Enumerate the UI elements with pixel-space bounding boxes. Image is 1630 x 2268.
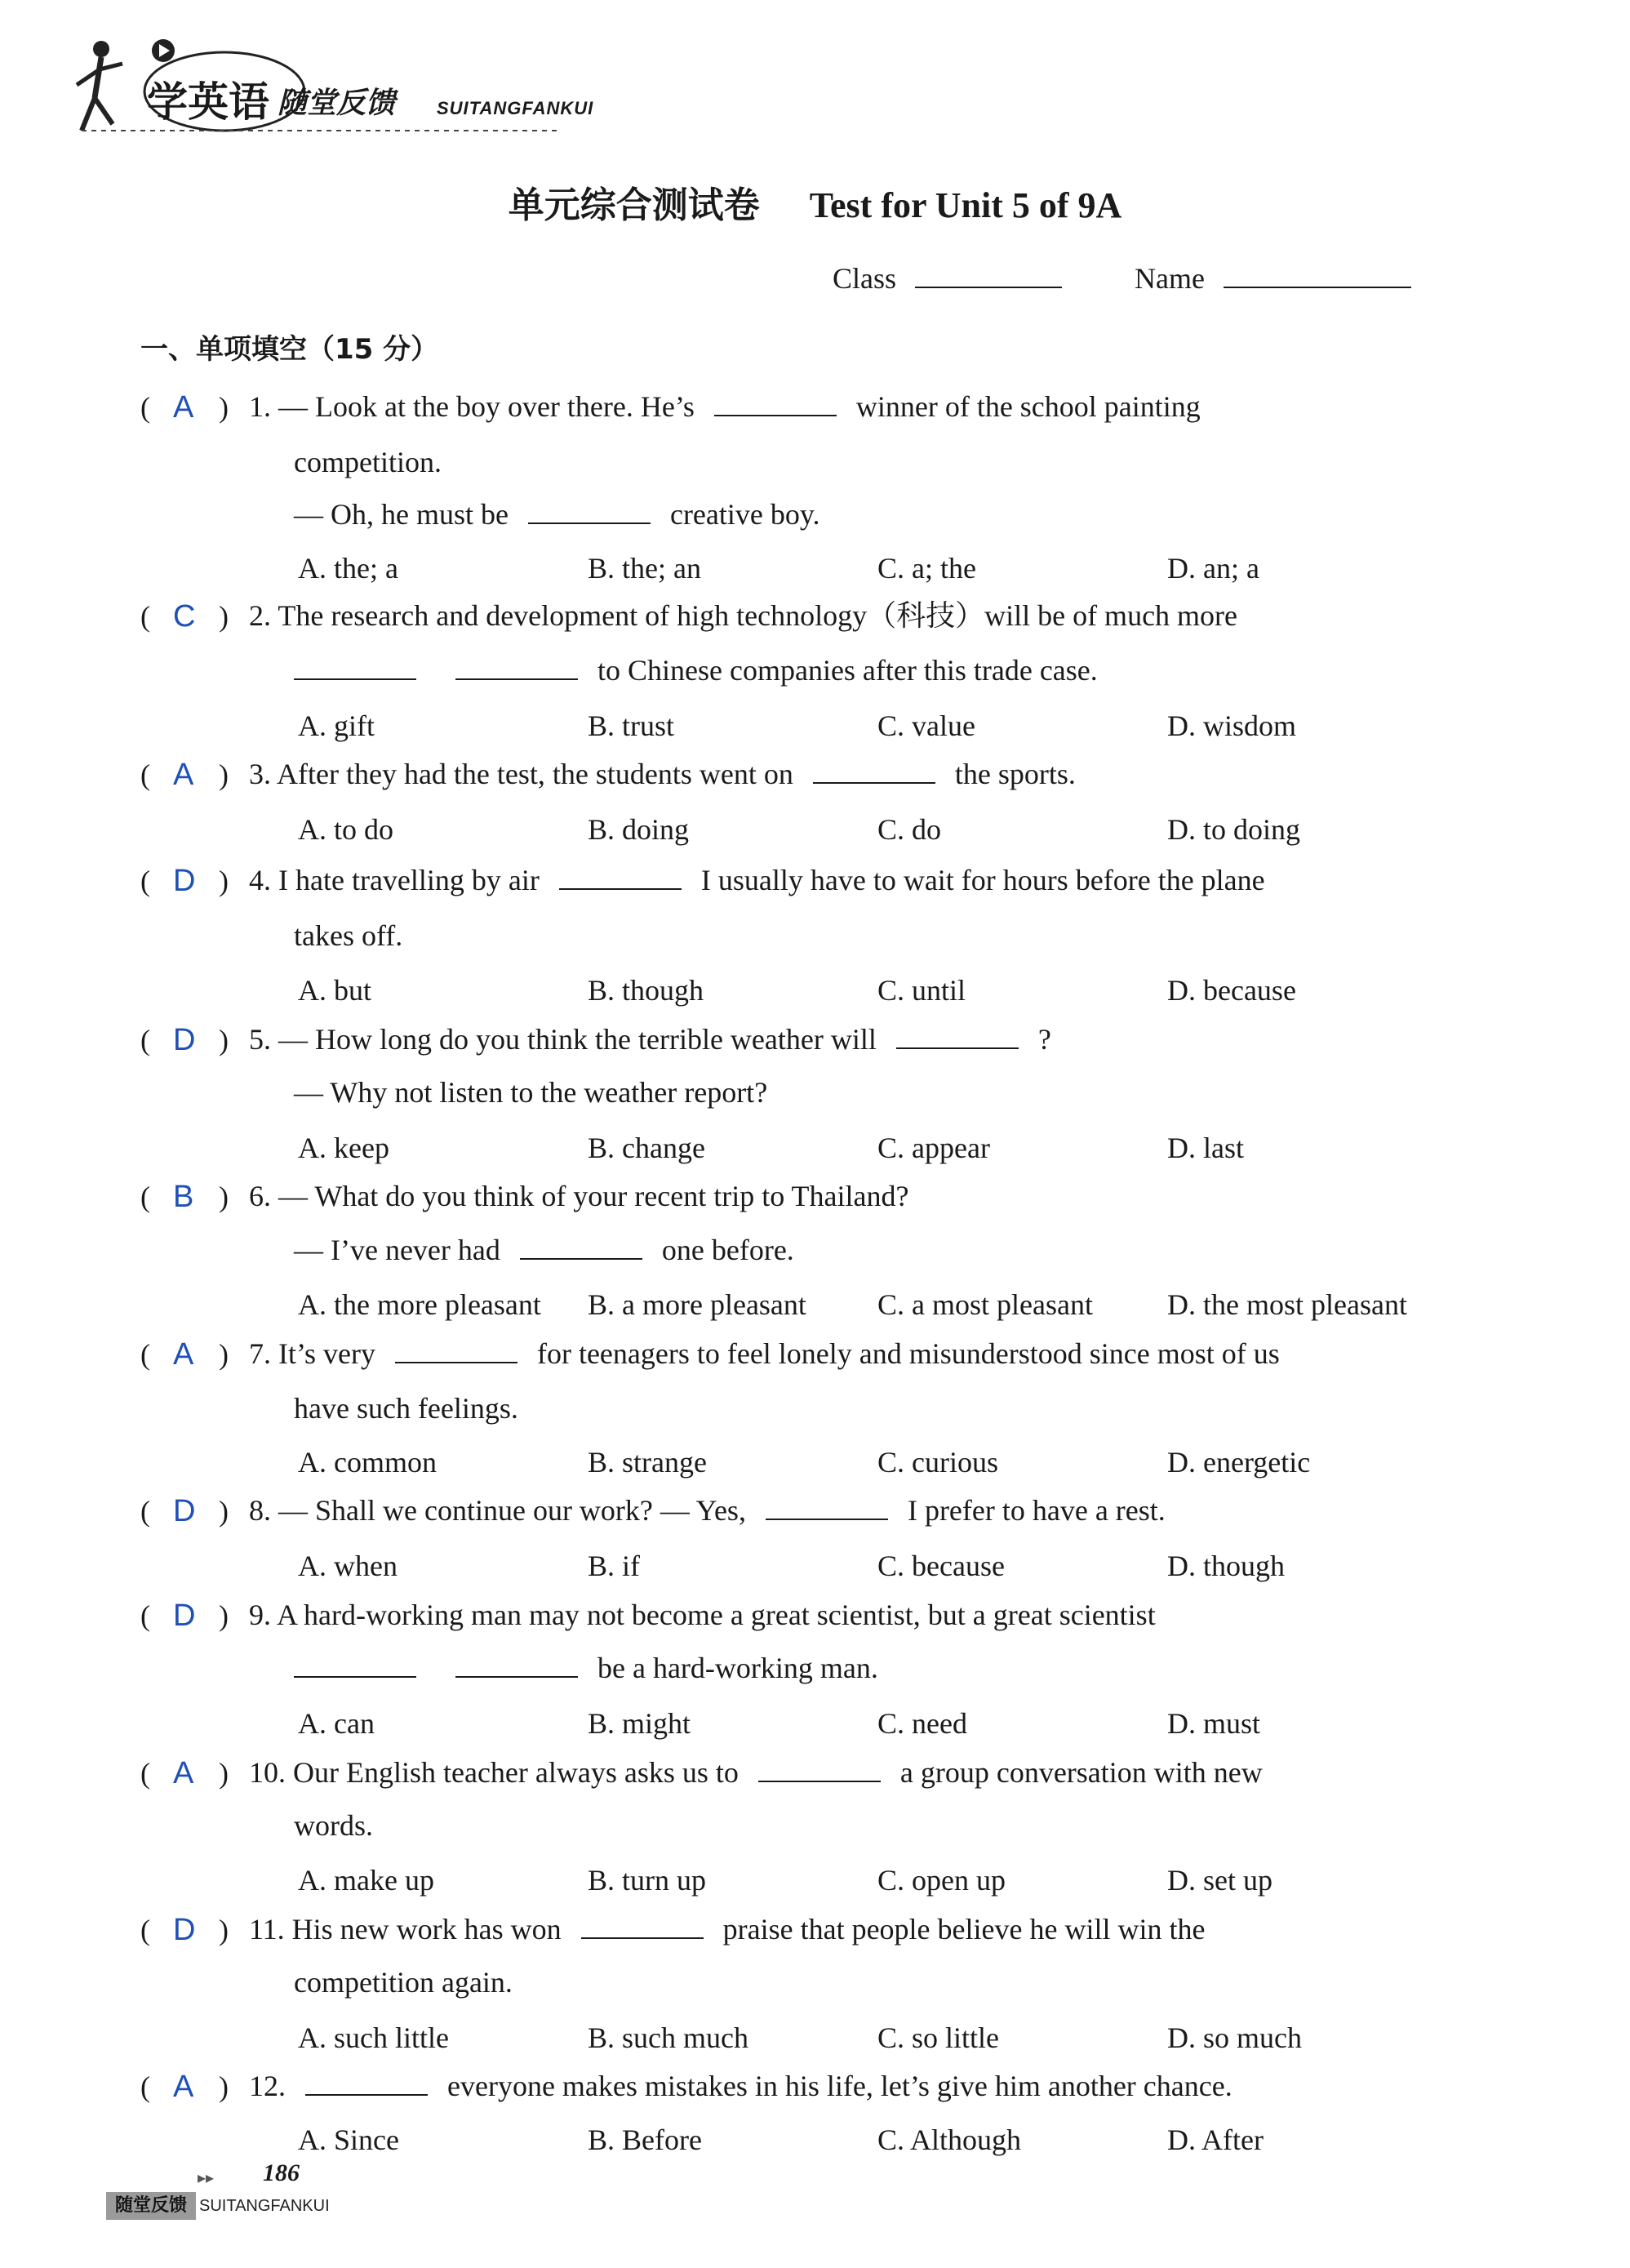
option-d[interactable]: D. the most pleasant (1167, 1288, 1407, 1321)
option-a[interactable]: A. such little (298, 2021, 449, 2054)
option-d[interactable]: D. though (1167, 1550, 1285, 1582)
option-b[interactable]: B. Before (588, 2123, 702, 2156)
question-text: be a hard-working man. (597, 1652, 878, 1684)
option-b[interactable]: B. a more pleasant (588, 1288, 806, 1321)
question-text: 1. — Look at the boy over there. He’s (249, 390, 695, 423)
option-a[interactable]: A. gift (298, 709, 375, 742)
question-text: one before. (661, 1234, 794, 1266)
option-d[interactable]: D. must (1167, 1707, 1261, 1740)
answer-blank[interactable] (528, 500, 651, 524)
answer-mark: D (173, 1494, 196, 1528)
question-text: have such feelings. (294, 1392, 518, 1425)
question-line (249, 1496, 1166, 1525)
question-text: 10. Our English teacher always asks us to (249, 1756, 739, 1789)
question-text: 11. His new work has won (249, 1913, 562, 1946)
answer-blank[interactable] (305, 2071, 428, 2096)
answer-paren-open: ( (140, 1495, 150, 1528)
option-b[interactable]: B. turn up (588, 1864, 707, 1897)
page-title (0, 176, 1630, 228)
option-d[interactable]: D. so much (1167, 2021, 1302, 2054)
section-title: 一、单项填空（15 分） (140, 333, 439, 366)
answer-paren-open: ( (140, 1338, 150, 1371)
footer-arrows-icon: ▸▸ (198, 2169, 215, 2187)
answer-blank[interactable] (294, 1653, 416, 1678)
option-d[interactable]: D. last (1167, 1132, 1244, 1164)
answer-paren-open: ( (140, 865, 150, 897)
answer-blank[interactable] (896, 1025, 1019, 1049)
option-d[interactable]: D. set up (1167, 1864, 1272, 1897)
answer-blank[interactable] (813, 759, 935, 784)
question-line (294, 1235, 794, 1265)
option-c[interactable]: C. a most pleasant (877, 1288, 1093, 1321)
answer-mark: D (173, 864, 196, 898)
option-c[interactable]: C. open up (877, 1864, 1006, 1897)
header-logo (65, 33, 637, 155)
question-line (249, 1758, 1263, 1787)
question-text: competition again. (294, 1966, 513, 1999)
answer-mark: A (173, 2070, 194, 2104)
question-text: to Chinese companies after this trade case. (597, 654, 1098, 687)
question-text: I usually have to wait for hours before the plane (700, 864, 1265, 896)
answer-blank[interactable] (559, 865, 682, 890)
question-line (249, 1025, 1051, 1054)
answer-blank[interactable] (714, 392, 837, 416)
brand-title-sub: 随堂反馈 (278, 87, 396, 120)
question-line (294, 1394, 518, 1423)
question-text: praise that people believe he will win the (722, 1913, 1206, 1946)
option-d[interactable]: D. wisdom (1167, 709, 1297, 742)
option-a[interactable]: A. common (298, 1446, 437, 1479)
option-a[interactable]: A. to do (298, 813, 393, 846)
answer-blank[interactable] (581, 1914, 704, 1939)
option-b[interactable]: B. though (588, 974, 704, 1007)
answer-blank[interactable] (395, 1339, 517, 1363)
option-a[interactable]: A. but (298, 974, 371, 1007)
question-text: 6. — What do you think of your recent trip to Thailand? (249, 1180, 909, 1212)
question-text: 9. A hard-working man may not become a great scientist, but a great scientist (249, 1599, 1156, 1631)
answer-blank[interactable] (758, 1758, 881, 1782)
footer-logo-cn: 随堂反馈 (106, 2192, 196, 2220)
question-text: 2. The research and development of high technology（科技）will be of much more (249, 599, 1238, 632)
option-a[interactable]: A. can (298, 1707, 375, 1740)
question-line (294, 1078, 767, 1107)
answer-paren-open: ( (140, 1914, 150, 1946)
answer-paren-open: ( (140, 1181, 150, 1213)
title-english: Test for Unit 5 of 9A (809, 185, 1122, 225)
question-line (294, 1811, 373, 1840)
answer-mark: D (173, 1599, 196, 1633)
option-c[interactable]: C. need (877, 1707, 967, 1740)
option-c[interactable]: C. because (877, 1550, 1005, 1582)
question-text: 5. — How long do you think the terrible weather will (249, 1023, 877, 1056)
option-b[interactable]: B. might (588, 1707, 691, 1740)
answer-paren-open: ( (140, 1757, 150, 1790)
answer-paren-close: ) (219, 1914, 229, 1946)
answer-mark: A (173, 1756, 194, 1790)
option-b[interactable]: B. change (588, 1132, 705, 1164)
question-line (249, 1181, 909, 1211)
answer-mark: A (173, 758, 194, 792)
question-text: creative boy. (669, 498, 820, 531)
option-a[interactable]: A. make up (298, 1864, 434, 1897)
option-c[interactable]: C. appear (877, 1132, 990, 1164)
answer-paren-close: ) (219, 600, 229, 633)
question-text: — Oh, he must be (294, 498, 509, 531)
answer-mark: B (173, 1180, 194, 1214)
answer-paren-close: ) (219, 391, 229, 424)
answer-paren-close: ) (219, 2070, 229, 2103)
option-d[interactable]: D. an; a (1167, 552, 1259, 585)
question-line (249, 601, 1237, 630)
answer-paren-close: ) (219, 1024, 229, 1056)
question-text: I prefer to have a rest. (907, 1494, 1166, 1527)
option-c[interactable]: C. Although (877, 2123, 1022, 2156)
answer-paren-open: ( (140, 1599, 150, 1632)
brand-title-main: 学英语 (147, 78, 269, 126)
question-line (249, 1600, 1156, 1630)
option-c[interactable]: C. do (877, 813, 942, 846)
footer-logo (106, 2192, 343, 2221)
answer-mark: C (173, 599, 196, 634)
option-b[interactable]: B. such much (588, 2021, 748, 2054)
answer-paren-close: ) (219, 1495, 229, 1528)
option-c[interactable]: C. a; the (877, 552, 976, 585)
question-text: 7. It’s very (249, 1337, 375, 1370)
answer-blank[interactable] (766, 1496, 888, 1520)
answer-blank[interactable] (455, 1653, 578, 1678)
question-line (294, 1653, 878, 1683)
option-b[interactable]: B. if (588, 1550, 641, 1582)
option-c[interactable]: C. curious (877, 1446, 998, 1479)
answer-mark: D (173, 1023, 196, 1057)
answer-paren-open: ( (140, 2070, 150, 2103)
question-line (294, 447, 442, 477)
title-chinese: 单元综合测试卷 (508, 185, 760, 226)
option-c[interactable]: C. value (877, 709, 975, 742)
question-text: winner of the school painting (855, 390, 1201, 423)
question-line (249, 1339, 1280, 1368)
question-line (249, 392, 1201, 421)
question-text: 3. After they had the test, the students went on (249, 758, 793, 790)
name-field[interactable] (1224, 262, 1411, 288)
question-line (294, 1968, 513, 1997)
option-d[interactable]: D. because (1167, 974, 1296, 1007)
answer-paren-close: ) (219, 1599, 229, 1632)
student-info (833, 261, 1411, 296)
answer-mark: A (173, 1337, 194, 1372)
question-text: takes off. (294, 919, 403, 952)
answer-paren-close: ) (219, 758, 229, 791)
question-line (249, 759, 1076, 789)
answer-paren-close: ) (219, 1181, 229, 1213)
answer-blank[interactable] (294, 656, 416, 680)
answer-paren-open: ( (140, 758, 150, 791)
answer-paren-open: ( (140, 1024, 150, 1056)
answer-blank[interactable] (455, 656, 578, 680)
question-text: 12. (249, 2070, 286, 2102)
option-c[interactable]: C. until (877, 974, 966, 1007)
answer-paren-open: ( (140, 600, 150, 633)
class-field[interactable] (915, 262, 1062, 288)
page-number: 186 (263, 2159, 300, 2186)
brand-english: SUITANGFANKUI (437, 98, 594, 118)
option-a[interactable]: A. when (298, 1550, 398, 1582)
footer-logo-en: SUITANGFANKUI (199, 2197, 330, 2215)
question-line (249, 1914, 1205, 1944)
option-b[interactable]: B. trust (588, 709, 675, 742)
option-a[interactable]: A. Since (298, 2123, 399, 2156)
question-text: — Why not listen to the weather report? (294, 1076, 768, 1109)
option-a[interactable]: A. keep (298, 1132, 389, 1164)
answer-paren-open: ( (140, 391, 150, 424)
option-c[interactable]: C. so little (877, 2021, 1000, 2054)
question-line (294, 656, 1098, 685)
answer-mark: D (173, 1913, 196, 1947)
option-b[interactable]: B. strange (588, 1446, 707, 1479)
question-line (249, 865, 1265, 895)
class-label: Class (833, 262, 897, 295)
answer-mark: A (173, 390, 194, 425)
answer-paren-close: ) (219, 865, 229, 897)
option-b[interactable]: B. the; an (588, 552, 701, 585)
question-text: for teenagers to feel lonely and misunderstood since most of us (536, 1337, 1280, 1370)
option-a[interactable]: A. the; a (298, 552, 398, 585)
question-text: the sports. (954, 758, 1076, 790)
question-text: 8. — Shall we continue our work? — Yes, (249, 1494, 746, 1527)
question-text: — I’ve never had (294, 1234, 500, 1266)
name-label: Name (1135, 262, 1205, 295)
question-text: 4. I hate travelling by air (249, 864, 540, 896)
option-d[interactable]: D. to doing (1167, 813, 1301, 846)
question-text: everyone makes mistakes in his life, let’s give him another chance. (447, 2070, 1232, 2102)
answer-blank[interactable] (520, 1235, 642, 1260)
question-text: ? (1037, 1023, 1051, 1056)
question-line (294, 921, 402, 950)
question-line (294, 500, 820, 529)
question-text: a group conversation with new (899, 1756, 1263, 1789)
option-d[interactable]: D. energetic (1167, 1446, 1311, 1479)
question-line (249, 2071, 1232, 2101)
option-b[interactable]: B. doing (588, 813, 690, 846)
answer-paren-close: ) (219, 1757, 229, 1790)
option-d[interactable]: D. After (1167, 2123, 1264, 2156)
question-text: words. (294, 1809, 373, 1842)
option-a[interactable]: A. the more pleasant (298, 1288, 541, 1321)
answer-paren-close: ) (219, 1338, 229, 1371)
question-text: competition. (294, 446, 442, 478)
